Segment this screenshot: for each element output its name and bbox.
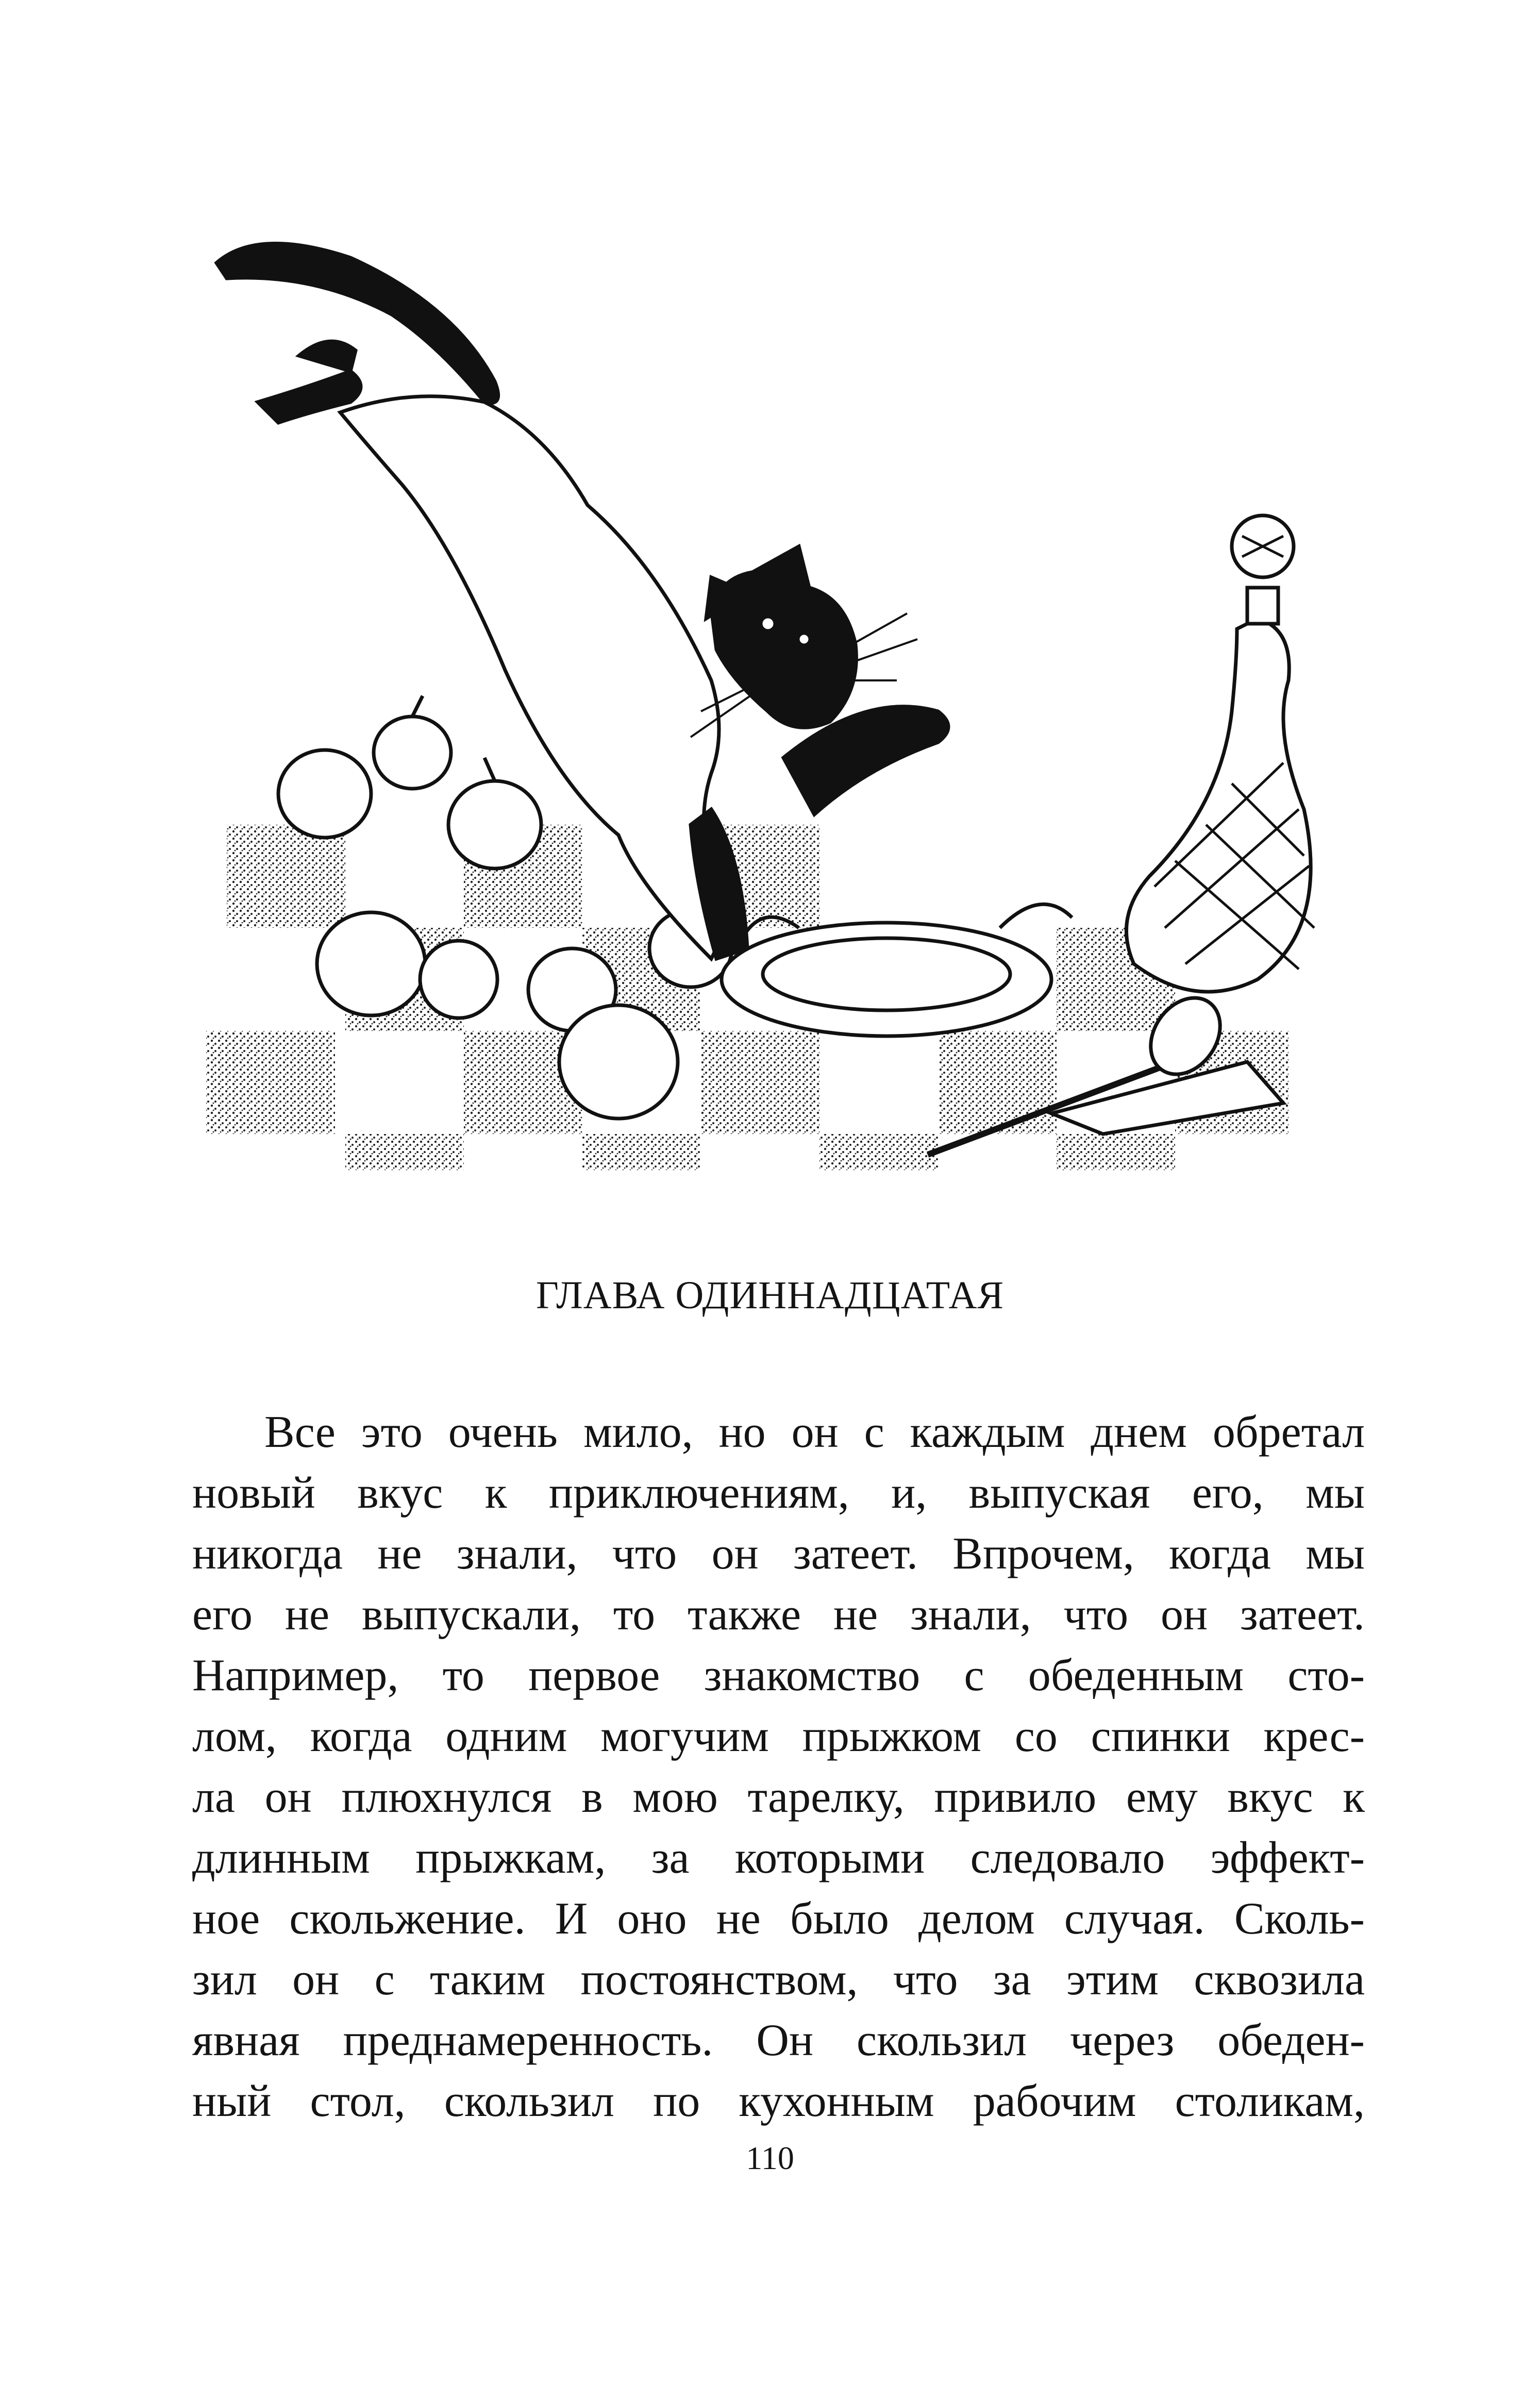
paragraph-line: лом, когда одним могучим прыжком со спинки крес-: [192, 1711, 1365, 1761]
paragraph-line: ла он плюхнулся в мою тарелку, привило ему вкус к: [192, 1772, 1365, 1822]
body-paragraph: [192, 1402, 1365, 2132]
paragraph-line: явная преднамеренность. Он скользил через обеден-: [192, 2015, 1365, 2065]
page-number: 110: [746, 2140, 794, 2176]
paragraph-line: никогда не знали, что он затеет. Впрочем, когда мы: [192, 1529, 1365, 1579]
paragraph-line: Например, то первое знакомство с обеденным сто-: [192, 1651, 1365, 1701]
paragraph-line: новый вкус к приключениям, и, выпуская его, мы: [192, 1468, 1365, 1518]
paragraph-line: длинным прыжкам, за которыми следовало эффект-: [192, 1833, 1365, 1883]
paragraph-line: ное скольжение. И оно не было делом случая. Сколь-: [192, 1894, 1365, 1944]
paragraph-line: ный стол, скользил по кухонным рабочим столикам,: [192, 2076, 1365, 2126]
chapter-title: ГЛАВА ОДИННАДЦАТАЯ: [535, 1274, 1005, 1317]
paragraph-line: Все это очень мило, но он с каждым днем обретал: [264, 1407, 1365, 1457]
paragraph-line: его не выпускали, то также не знали, что он затеет.: [192, 1590, 1365, 1640]
decanter: [1126, 515, 1314, 992]
paragraph-line: зил он с таким постоянством, что за этим сквозила: [192, 1955, 1365, 2005]
siamese-cat-illustration: [196, 216, 1330, 1227]
